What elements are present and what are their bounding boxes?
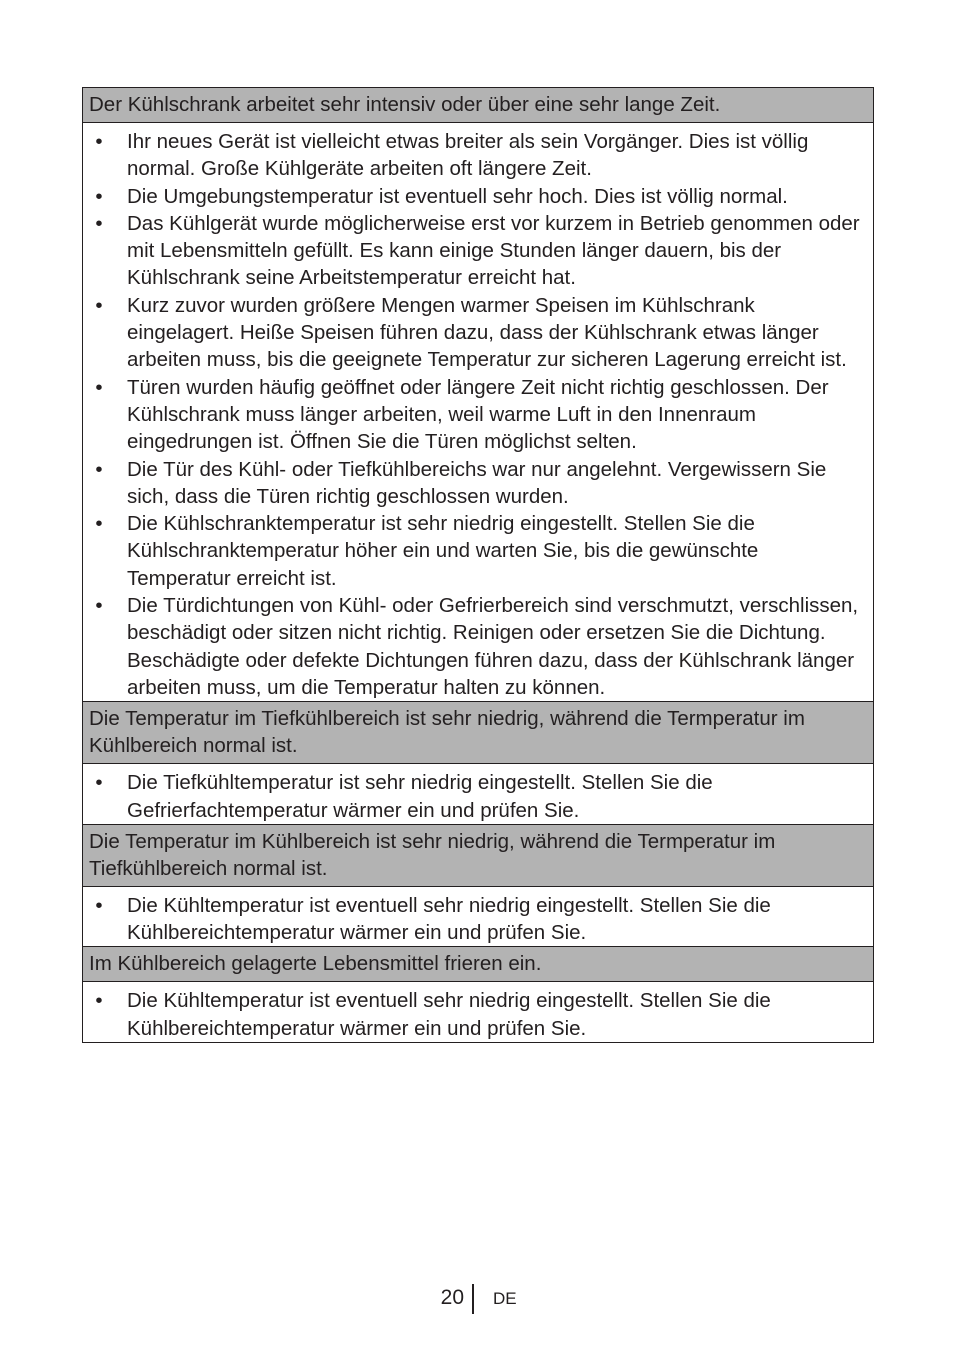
section-body-freezer-too-cold — [83, 764, 873, 825]
bullet-list — [89, 769, 867, 824]
list-item — [89, 510, 867, 592]
bullet-icon: • — [95, 130, 103, 153]
bullet-list — [89, 987, 867, 1042]
list-item — [89, 183, 867, 210]
section-body-intensive-operation — [83, 123, 873, 702]
list-item-text: Das Kühlgerät wurde möglicherweise erst vor kurzem in Betrieb genommen oder mit Lebensmitteln gefüllt. Es kann einige Stunden länger dauern, bis der Kühlschrank seine Arbeitstemperatur erreicht hat. — [127, 211, 860, 290]
list-item — [89, 892, 867, 947]
bullet-icon: • — [95, 184, 103, 208]
bullet-icon: • — [95, 594, 103, 618]
list-item-text: Die Tür des Kühl- oder Tiefkühlbereichs war nur angelehnt. Vergewissern Sie sich, dass die Türen richtig geschlossen wurden. — [127, 457, 827, 508]
bullet-icon: • — [95, 375, 103, 399]
list-item — [89, 374, 867, 456]
bullet-icon: • — [95, 771, 103, 795]
section-header-freezer-too-cold: Die Temperatur im Tiefkühlbereich ist sehr niedrig, während die Termperatur im Kühlbereich normal ist. — [83, 702, 873, 764]
list-item — [89, 210, 867, 292]
list-item — [89, 456, 867, 511]
list-item-text: Die Kühltemperatur ist eventuell sehr niedrig eingestellt. Stellen Sie die Kühlbereichtemperatur wärmer ein und prüfen Sie. — [127, 893, 771, 945]
list-item-text: Die Umgebungstemperatur ist eventuell sehr hoch. Dies ist völlig normal. — [127, 184, 788, 208]
bullet-icon: • — [95, 989, 103, 1013]
list-item — [89, 987, 867, 1042]
list-item — [89, 292, 867, 374]
section-header-food-freezing: Im Kühlbereich gelagerte Lebensmittel frieren ein. — [83, 947, 873, 982]
section-body-food-freezing — [83, 982, 873, 1043]
list-item-text: Ihr neues Gerät ist vielleicht etwas breiter als sein Vorgänger. Dies ist völlig normal. Große Kühlgeräte arbeiten oft längere Zeit. — [127, 130, 809, 181]
bullet-icon: • — [95, 512, 103, 536]
bullet-icon: • — [95, 211, 103, 235]
list-item — [89, 769, 867, 824]
list-item-text: Die Kühltemperatur ist eventuell sehr niedrig eingestellt. Stellen Sie die Kühlbereichtemperatur wärmer ein und prüfen Sie. — [127, 989, 771, 1040]
bullet-icon: • — [95, 293, 103, 317]
list-item-text: Die Tiefkühltemperatur ist sehr niedrig eingestellt. Stellen Sie die Gefrierfachtemperatur wärmer ein und prüfen Sie. — [127, 771, 713, 822]
troubleshooting-table — [82, 87, 874, 1043]
language-code: DE — [493, 1289, 517, 1308]
list-item — [89, 592, 867, 701]
list-item-text: Die Türdichtungen von Kühl- oder Gefrierbereich sind verschmutzt, verschlissen, beschädigt oder sitzen nicht richtig. Reinigen oder ersetzen Sie die Dichtung. Beschädigte oder defekte Dichtungen führen dazu, dass der Kühlschrank länger arbeiten muss, um die Temperatur halten zu können. — [127, 594, 859, 699]
footer-divider — [472, 1284, 474, 1314]
section-header-fridge-too-cold: Die Temperatur im Kühlbereich ist sehr niedrig, während die Termperatur im Tiefkühlbereich normal ist. — [83, 825, 873, 887]
bullet-list — [89, 128, 867, 701]
section-header-intensive-operation: Der Kühlschrank arbeitet sehr intensiv oder über eine sehr lange Zeit. — [83, 88, 873, 123]
section-body-fridge-too-cold — [83, 887, 873, 948]
bullet-icon: • — [95, 893, 103, 917]
bullet-icon: • — [95, 457, 103, 481]
page-footer — [0, 1284, 954, 1314]
list-item-text: Die Kühlschranktemperatur ist sehr niedrig eingestellt. Stellen Sie die Kühlschranktemperatur höher ein und warten Sie, bis die gewünschte Temperatur erreicht ist. — [127, 512, 759, 590]
bullet-list — [89, 892, 867, 947]
list-item-text: Türen wurden häufig geöffnet oder längere Zeit nicht richtig geschlossen. Der Kühlschrank muss länger arbeiten, weil warme Luft in den Innenraum eingedrungen ist. Öffnen Sie die Türen möglichst selten. — [127, 375, 829, 454]
list-item-text: Kurz zuvor wurden größere Mengen warmer Speisen im Kühlschrank eingelagert. Heiße Speisen führen dazu, dass der Kühlschrank etwas länger arbeiten muss, bis die geeignete Temperatur zur sicheren Lagerung erreicht ist. — [127, 293, 847, 372]
page-number: 20 — [440, 1286, 464, 1309]
list-item — [89, 128, 867, 183]
